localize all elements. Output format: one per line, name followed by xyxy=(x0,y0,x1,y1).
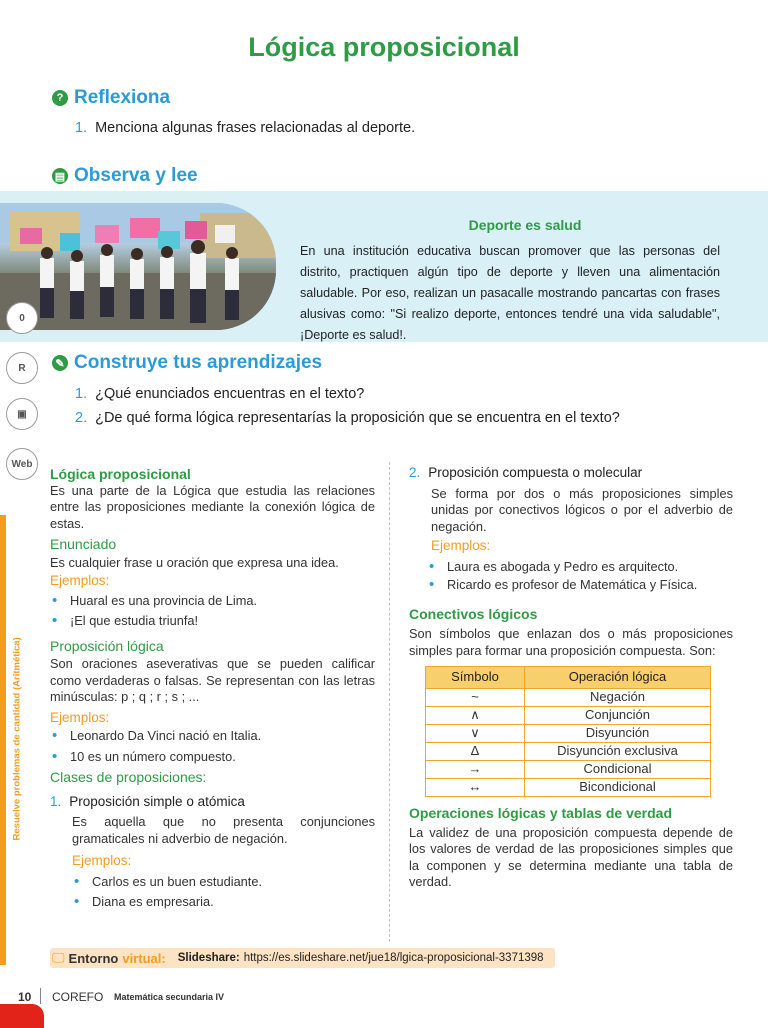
construye-heading xyxy=(52,352,322,374)
table-cell-symbol: ∧ xyxy=(426,707,525,725)
list-item: • Carlos es un buen estudiante. xyxy=(72,874,375,891)
compuesta-number: 2. xyxy=(409,465,421,480)
list-item: • 10 es un número compuesto. xyxy=(50,749,375,766)
table-cell-operation: Negación xyxy=(525,689,711,707)
page-number: 10 xyxy=(18,990,32,1004)
question-number: 2. xyxy=(75,410,88,426)
web-icon[interactable] xyxy=(6,448,38,480)
logica-body: Es una parte de la Lógica que estudia las relaciones entre las proposiciones mediante la conexión lógica de estas. xyxy=(50,482,375,531)
article-title: Deporte es salud xyxy=(468,217,582,233)
question-icon: ? xyxy=(52,90,68,106)
list-item: • Laura es abogada y Pedro es arquitecto. xyxy=(427,559,733,576)
side-icon-label: R xyxy=(18,362,26,374)
observa-heading-label: Observa y lee xyxy=(74,165,198,186)
compuesta-heading xyxy=(409,465,733,482)
simple-title: Proposición simple o atómica xyxy=(69,793,245,809)
ejemplos-label: Ejemplos: xyxy=(50,573,110,588)
corner-tab xyxy=(0,1004,44,1028)
table-header-cell: Operación lógica xyxy=(525,667,711,689)
table-cell-symbol: ∨ xyxy=(426,725,525,743)
table-cell-symbol: → xyxy=(426,761,525,779)
book-icon: ▤ xyxy=(52,168,68,184)
table-cell-symbol: Δ xyxy=(426,743,525,761)
simple-number: 1. xyxy=(50,793,62,809)
slideshare-link[interactable]: https://es.slideshare.net/jue18/lgica-proposicional-3371398 xyxy=(243,952,544,964)
table-cell-operation: Conjunción xyxy=(525,707,711,725)
clases-title: Clases de proposiciones: xyxy=(50,769,207,785)
table-cell-operation: Condicional xyxy=(525,761,711,779)
question-text: ¿De qué forma lógica representarías la proposición que se encuentra en el texto? xyxy=(95,410,620,426)
list-item: • Ricardo es profesor de Matemática y Física. xyxy=(427,577,733,594)
simple-body: Es aquella que no presenta conjunciones gramaticales ni adverbio de negación. xyxy=(72,814,375,846)
list-item: • Diana es empresaria. xyxy=(72,894,375,911)
observa-heading xyxy=(52,165,198,187)
table-row xyxy=(426,689,711,707)
compuesta-title: Proposición compuesta o molecular xyxy=(428,465,643,480)
question-number: 1. xyxy=(75,120,88,136)
conectivos-table xyxy=(425,666,711,797)
footer-brand: COREFO xyxy=(52,990,104,1004)
question-text: Menciona algunas frases relacionadas al deporte. xyxy=(95,120,416,136)
ejemplos-label: Ejemplos: xyxy=(50,709,110,725)
construye-heading-label: Construye tus aprendizajes xyxy=(74,352,323,373)
reflexiona-heading xyxy=(52,87,170,109)
left-column xyxy=(50,466,375,911)
page-title: Lógica proposicional xyxy=(248,32,520,62)
side-icon-label: 0 xyxy=(19,312,25,324)
proposicion-body: Son oraciones aseverativas que se pueden calificar como verdaderas o falsas. Se representan con las letras minúsculas: p ; q ; r ; s ; ... xyxy=(50,656,375,704)
side-icon-label: Web xyxy=(11,458,33,470)
column-divider xyxy=(389,462,390,942)
table-row xyxy=(426,761,711,779)
ejemplos-label: Ejemplos: xyxy=(431,538,491,553)
enunciado-body: Es cualquier frase u oración que expresa una idea. xyxy=(50,554,339,570)
construye-question-1 xyxy=(75,386,364,402)
table-header-row xyxy=(426,667,711,689)
table-row xyxy=(426,743,711,761)
compuesta-body: Se forma por dos o más proposiciones simples unidas por conectivos lógicos o por el adverbio de negación. xyxy=(431,485,733,534)
right-column xyxy=(409,465,733,891)
check-r-icon[interactable] xyxy=(6,352,38,384)
slideshare-label: Slideshare: xyxy=(177,952,240,964)
table-cell-symbol: ↔ xyxy=(426,779,525,797)
parade-photo xyxy=(0,203,276,330)
monitor-icon: 🖵 xyxy=(52,950,65,965)
enunciado-title: Enunciado xyxy=(50,536,117,552)
side-tab-label: Resuelve problemas de cantidad (Aritmética) xyxy=(11,637,23,841)
table-cell-operation: Disyunción xyxy=(525,725,711,743)
operaciones-body: La validez de una proposición compuesta depende de los valores de verdad de las proposiciones simples que la componen y se determina mediante una tabla de verdad. xyxy=(409,824,733,889)
pencil-icon: ✎ xyxy=(52,355,68,371)
table-cell-operation: Bicondicional xyxy=(525,779,711,797)
conectivos-body: Son símbolos que enlazan dos o más proposiciones simples para formar una proposición compuesta. Son: xyxy=(409,626,733,658)
check-zero-icon[interactable] xyxy=(6,302,38,334)
table-cell-operation: Disyunción exclusiva xyxy=(525,743,711,761)
footer-separator xyxy=(40,988,41,1004)
construye-question-2 xyxy=(75,410,620,426)
table-row xyxy=(426,725,711,743)
article-body: En una institución educativa buscan promover que las personas del distrito, practiquen algún tipo de deporte y lleven una alimentación saludable. Por eso, realizan un pasacalle mostrando pancartas con frases alusivas como: "Si realizo deporte, entonces tendré una vida saludable", ¡Deporte es salud!. xyxy=(300,244,720,342)
table-row xyxy=(426,707,711,725)
ejemplos-label: Ejemplos: xyxy=(72,853,132,868)
entorno-label: Entorno xyxy=(68,950,119,966)
footer-book: Matemática secundaria IV xyxy=(114,992,225,1002)
operaciones-title: Operaciones lógicas y tablas de verdad xyxy=(409,805,672,821)
reflexiona-heading-label: Reflexiona xyxy=(74,87,171,108)
entorno-virtual xyxy=(52,950,544,966)
table-cell-symbol: ~ xyxy=(426,689,525,707)
side-tab xyxy=(0,515,6,965)
list-item: • ¡El que estudia triunfa! xyxy=(50,613,375,630)
question-text: ¿Qué enunciados encuentras en el texto? xyxy=(95,386,365,402)
question-number: 1. xyxy=(75,386,88,402)
conectivos-title: Conectivos lógicos xyxy=(409,605,538,622)
list-item: • Leonardo Da Vinci nació en Italia. xyxy=(50,728,375,745)
logica-title: Lógica proposicional xyxy=(50,466,191,482)
simple-heading xyxy=(50,794,375,811)
table-row xyxy=(426,779,711,797)
gallery-icon[interactable] xyxy=(6,398,38,430)
reflexiona-question-1 xyxy=(75,120,415,136)
virtual-label: virtual: xyxy=(122,950,166,966)
proposicion-title: Proposición lógica xyxy=(50,637,164,654)
list-item: • Huaral es una provincia de Lima. xyxy=(50,593,375,610)
side-icon-label: ▣ xyxy=(17,408,27,420)
table-header-cell: Símbolo xyxy=(426,667,525,689)
parade-photo-illustration xyxy=(0,203,276,330)
